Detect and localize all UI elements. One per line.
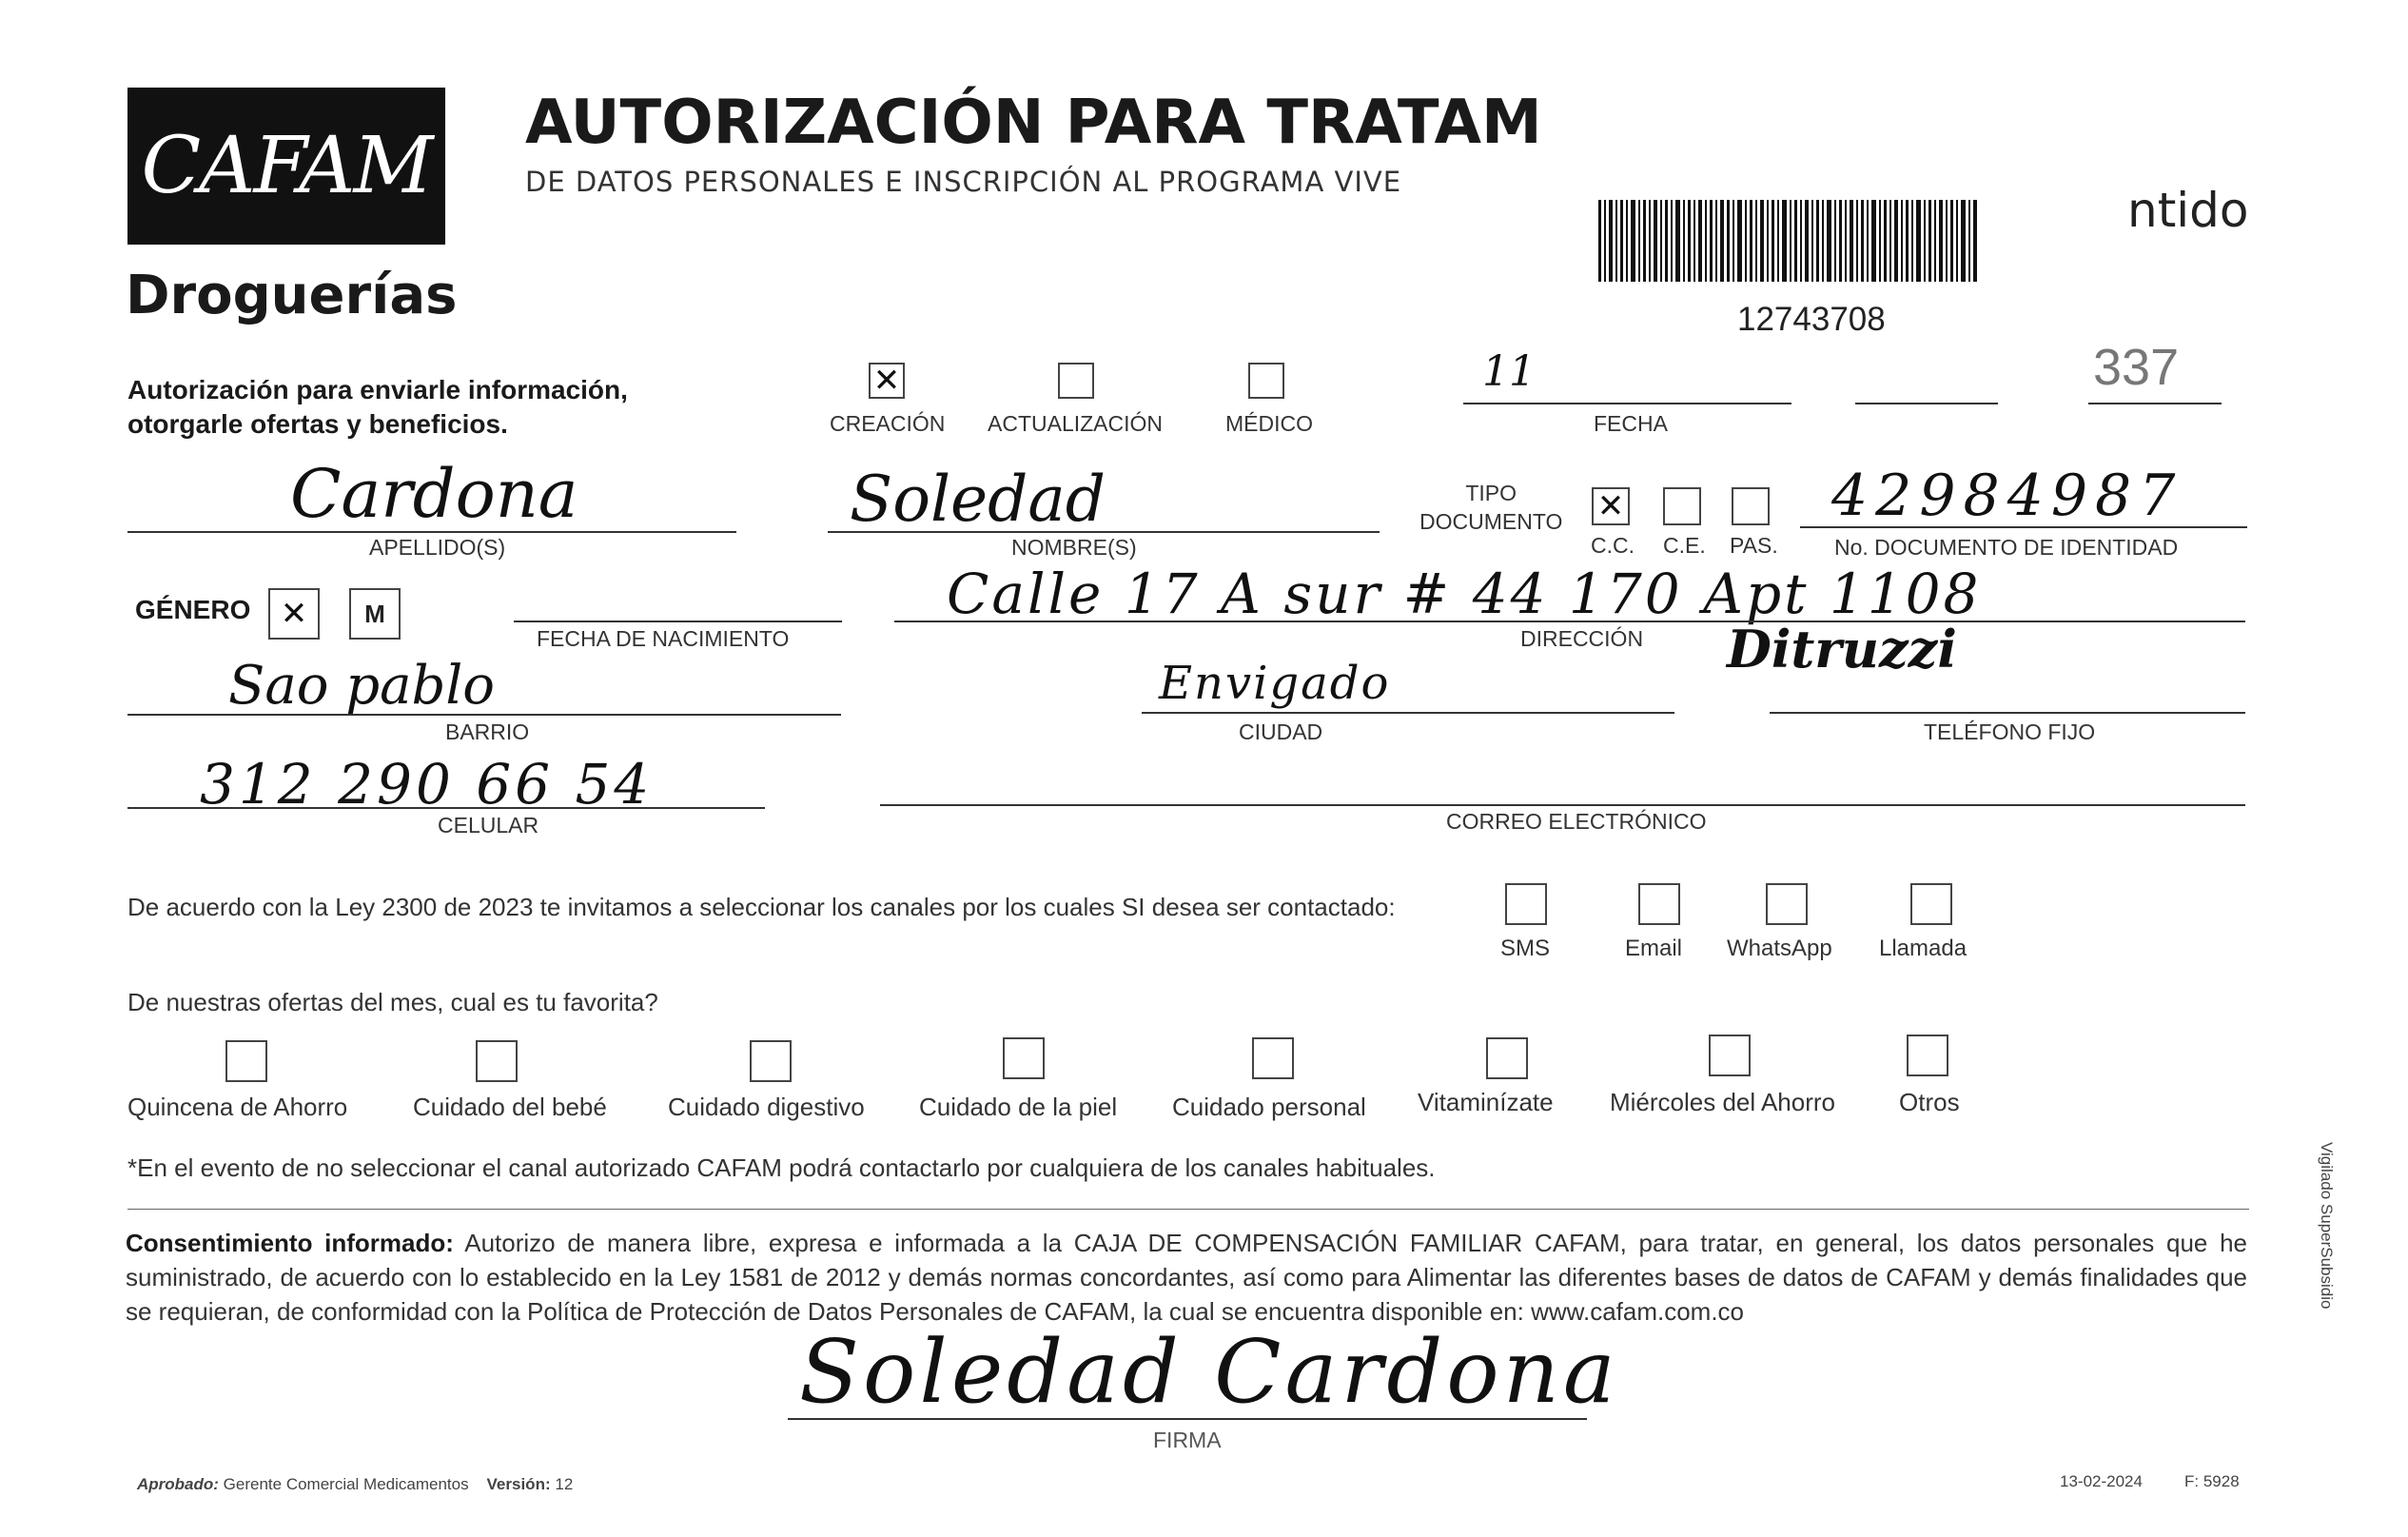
brand-subtitle: Droguerías: [126, 265, 458, 326]
ce-checkbox[interactable]: [1663, 487, 1701, 525]
whatsapp-label: WhatsApp: [1727, 936, 1832, 961]
aprobado-label: Aprobado:: [137, 1475, 219, 1493]
side-vigilado-text: Vigilado SuperSubsidio: [2318, 1142, 2336, 1310]
version-value: 12: [555, 1475, 574, 1493]
direccion-line: [894, 621, 2245, 622]
fecha-line-2: [1855, 403, 1998, 404]
signature-label: FIRMA: [1153, 1428, 1222, 1452]
partial-word: ntido: [2127, 183, 2249, 238]
barcode: [1598, 200, 1979, 282]
offer-piel-label: Cuidado de la piel: [919, 1093, 1118, 1121]
telefono-line: [1770, 712, 2245, 714]
telefono-label: TELÉFONO FIJO: [1924, 719, 2096, 744]
offer-personal-checkbox[interactable]: [1252, 1037, 1294, 1079]
genero-m-checkbox[interactable]: M: [349, 588, 401, 640]
offers-question: De nuestras ofertas del mes, cual es tu favorita?: [127, 988, 658, 1016]
fecha-nacimiento-label: FECHA DE NACIMIENTO: [537, 626, 790, 651]
correo-label: CORREO ELECTRÓNICO: [1446, 809, 1707, 834]
offer-miercoles-checkbox[interactable]: [1709, 1035, 1751, 1076]
footer-date: 13-02-2024: [2060, 1472, 2143, 1490]
corner-number: 337: [2093, 339, 2180, 396]
celular-line: [127, 807, 765, 809]
offer-bebe-label: Cuidado del bebé: [413, 1093, 607, 1121]
sms-label: SMS: [1500, 936, 1551, 961]
offer-otros-label: Otros: [1899, 1088, 1960, 1116]
offer-quincena-checkbox[interactable]: [225, 1040, 267, 1082]
sms-checkbox[interactable]: [1505, 883, 1547, 925]
authorization-intro: Autorización para enviarle información, otorgarle ofertas y beneficios.: [127, 375, 628, 439]
llamada-checkbox[interactable]: [1910, 883, 1952, 925]
fecha-partial-value: 11: [1482, 347, 1536, 396]
cc-checkbox[interactable]: ✕: [1592, 487, 1630, 525]
direccion-label: DIRECCIÓN: [1520, 626, 1644, 651]
ce-label: C.E.: [1663, 533, 1706, 558]
barrio-label: BARRIO: [445, 719, 530, 744]
apellidos-label: APELLIDO(S): [369, 535, 506, 560]
tipo-documento-label: TIPO DOCUMENTO: [1419, 481, 1563, 534]
footer-code: F: 5928: [2184, 1472, 2240, 1490]
divider: [127, 1209, 2249, 1210]
channel-note: *En el evento de no seleccionar el canal autorizado CAFAM podrá contactarlo por cualquiera de los canales habituales.: [127, 1153, 1436, 1182]
cafam-logo: CAFAM: [127, 88, 445, 245]
offer-miercoles-label: Miércoles del Ahorro: [1610, 1088, 1835, 1116]
actualizacion-checkbox[interactable]: [1058, 363, 1094, 399]
genero-label: GÉNERO: [135, 595, 251, 624]
offer-piel-checkbox[interactable]: [1003, 1037, 1045, 1079]
direccion-value: Calle 17 A sur # 44 170 Apt 1108: [947, 562, 1982, 626]
channels-question: De acuerdo con la Ley 2300 de 2023 te invitamos a seleccionar los canales por los cuales SI desea ser contactado:: [127, 893, 1396, 921]
ciudad-label: CIUDAD: [1239, 719, 1323, 744]
apellidos-line: [127, 531, 736, 533]
cc-label: C.C.: [1591, 533, 1635, 558]
actualizacion-label: ACTUALIZACIÓN: [988, 411, 1164, 436]
fecha-line-1: [1463, 403, 1791, 404]
whatsapp-checkbox[interactable]: [1766, 883, 1808, 925]
form-title: AUTORIZACIÓN PARA TRATAM: [525, 88, 1542, 158]
fecha-line-3: [2088, 403, 2222, 404]
documento-value: 42984987: [1831, 463, 2183, 529]
email-checkbox[interactable]: [1638, 883, 1680, 925]
offer-vitaminizate-label: Vitaminízate: [1418, 1088, 1554, 1116]
nombres-label: NOMBRE(S): [1011, 535, 1137, 560]
barrio-value: Sao pablo: [228, 655, 495, 717]
pas-label: PAS.: [1730, 533, 1778, 558]
ciudad-value: Envigado: [1159, 657, 1391, 710]
llamada-label: Llamada: [1879, 936, 1968, 961]
consent-text: Autorizo de manera libre, expresa e informada a la CAJA DE COMPENSACIÓN FAMILIAR CAFAM, para tratar, en general, los datos personales que he suministrado, de acuerdo con lo establecido en la Ley 1581 de 2012 y demás normas concordantes, así como para Alimentar las diferentes bases de datos de CAFAM y demás finalidades que se requieran, de conformidad con la Política de Protección de Datos Personales de CAFAM, la cual se encuentra disponible en: www.cafam.com.co: [126, 1229, 2248, 1326]
email-label: Email: [1625, 936, 1683, 961]
offer-vitaminizate-checkbox[interactable]: [1486, 1037, 1528, 1079]
barrio-line: [127, 714, 841, 716]
aprobado-value: Gerente Comercial Medicamentos: [223, 1475, 469, 1493]
offer-digestivo-checkbox[interactable]: [750, 1040, 792, 1082]
creacion-label: CREACIÓN: [830, 411, 946, 436]
footer-approval: [137, 1475, 573, 1494]
genero-f-checkbox[interactable]: ✕: [268, 588, 320, 640]
consent-title: Consentimiento informado:: [126, 1229, 454, 1257]
apellidos-value: Cardona: [290, 455, 578, 533]
fecha-label: FECHA: [1594, 411, 1668, 436]
signature-value: Soledad Cardona: [799, 1321, 1619, 1423]
form-subtitle: DE DATOS PERSONALES E INSCRIPCIÓN AL PROGRAMA VIVE: [525, 166, 1402, 198]
pas-checkbox[interactable]: [1732, 487, 1770, 525]
offer-digestivo-label: Cuidado digestivo: [668, 1093, 865, 1121]
signature-line: [788, 1418, 1587, 1420]
offer-bebe-checkbox[interactable]: [476, 1040, 518, 1082]
fecha-nacimiento-line: [514, 621, 842, 622]
direccion-extra-value: Ditruzzi: [1727, 619, 1957, 680]
correo-line: [880, 804, 2245, 806]
version-label: Versión:: [486, 1475, 551, 1493]
nombres-line: [828, 531, 1380, 533]
nombres-value: Soledad: [850, 463, 1106, 536]
celular-value: 312 290 66 54: [200, 752, 654, 817]
medico-label: MÉDICO: [1225, 411, 1313, 436]
documento-label: No. DOCUMENTO DE IDENTIDAD: [1834, 535, 2179, 560]
medico-checkbox[interactable]: [1248, 363, 1284, 399]
creacion-checkbox[interactable]: ✕: [869, 363, 905, 399]
offer-otros-checkbox[interactable]: [1907, 1035, 1948, 1076]
celular-label: CELULAR: [438, 813, 539, 837]
offer-personal-label: Cuidado personal: [1172, 1093, 1366, 1121]
consent-paragraph: [126, 1226, 2247, 1329]
offer-quincena-label: Quincena de Ahorro: [127, 1093, 348, 1121]
documento-line: [1800, 526, 2247, 528]
ciudad-line: [1142, 712, 1674, 714]
barcode-number: 12743708: [1737, 301, 1886, 338]
